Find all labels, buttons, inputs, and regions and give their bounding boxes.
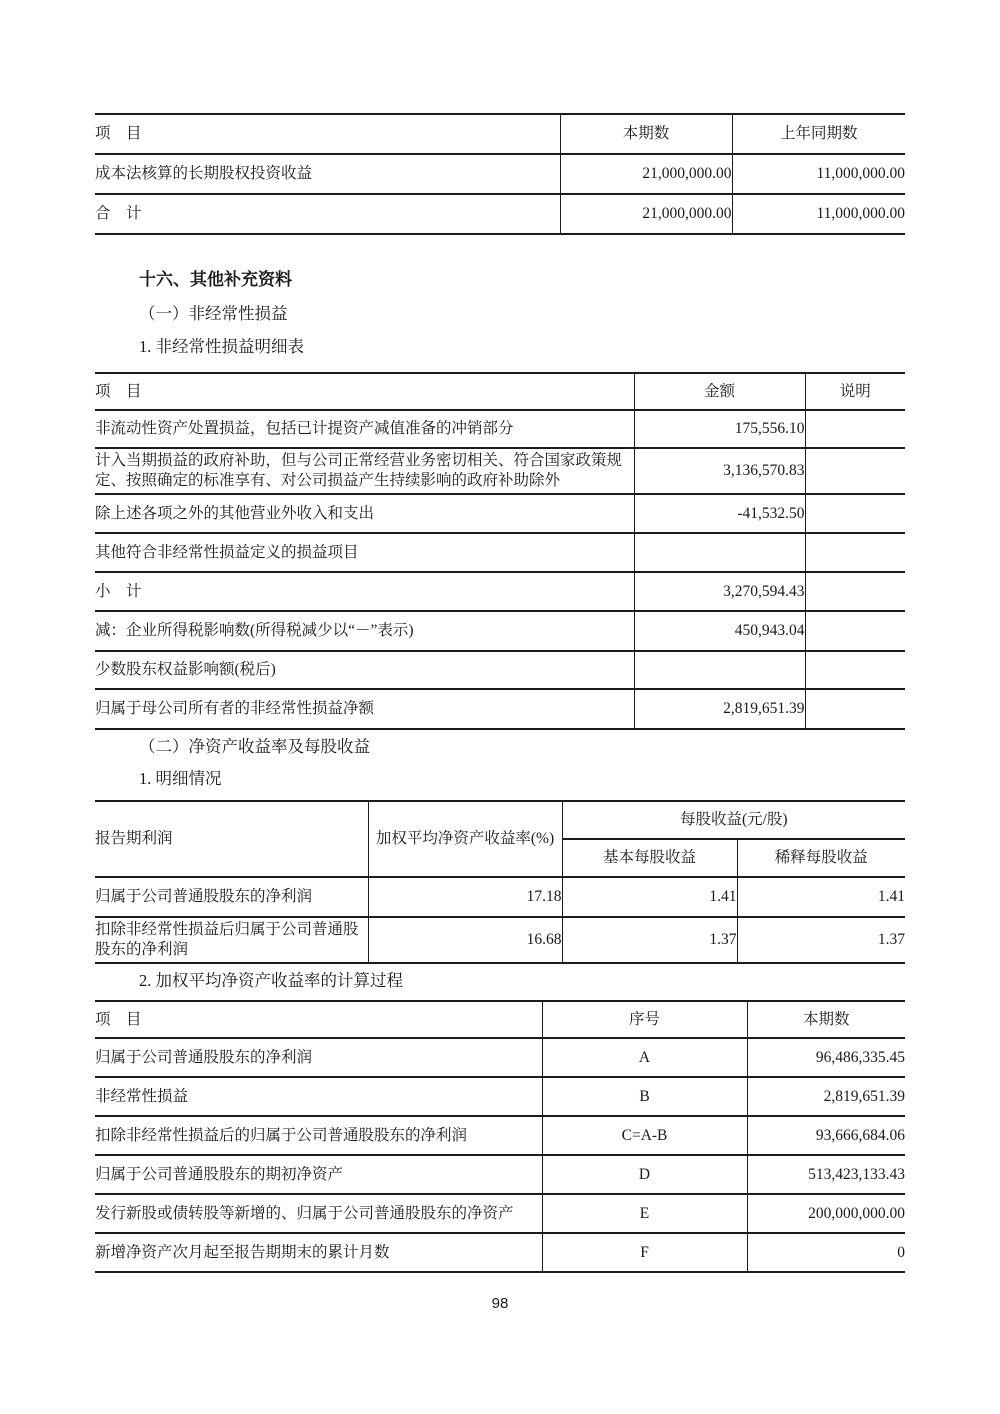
column-header-seq: 序号 <box>542 1001 747 1038</box>
item-cell: 除上述各项之外的其他营业外收入和支出 <box>95 494 634 533</box>
current-cell: 96,486,335.45 <box>747 1038 905 1077</box>
column-header-item: 项 目 <box>95 114 560 154</box>
column-header-prior: 上年同期数 <box>732 114 905 154</box>
table-header-row <box>95 801 905 839</box>
item-cell: 新增净资产次月起至报告期期末的累计月数 <box>95 1233 542 1272</box>
roe-cell: 17.18 <box>368 877 562 917</box>
table-row <box>95 689 905 729</box>
item-cell: 非流动性资产处置损益，包括已计提资产减值准备的冲销部分 <box>95 410 634 448</box>
item-cell: 计入当期损益的政府补助，但与公司正常经营业务密切相关、符合国家政策规定、按照确定的标准享有、对公司损益产生持续影响的政府补助除外 <box>95 448 634 494</box>
column-header-amount: 金额 <box>634 373 805 410</box>
prior-cell: 11,000,000.00 <box>732 194 905 234</box>
item-cell: 合 计 <box>95 194 560 234</box>
item-cell: 其他符合非经常性损益定义的损益项目 <box>95 533 634 572</box>
item-cell: 归属于公司普通股股东的期初净资产 <box>95 1155 542 1194</box>
nonrecurring-items-table <box>95 372 905 730</box>
seq-cell: F <box>542 1233 747 1272</box>
amount-cell: 450,943.04 <box>634 611 805 651</box>
investment-income-table <box>95 113 905 235</box>
roe-calculation-table <box>95 1000 905 1273</box>
current-cell: 200,000,000.00 <box>747 1194 905 1233</box>
table-row <box>95 1038 905 1077</box>
column-header-eps-group: 每股收益(元/股) <box>562 801 905 839</box>
table-row <box>95 410 905 448</box>
item-cell: 小 计 <box>95 572 634 611</box>
current-cell: 0 <box>747 1233 905 1272</box>
note-cell <box>805 494 905 533</box>
subsection-2-item-2-heading: 2. 加权平均净资产收益率的计算过程 <box>139 971 403 990</box>
note-cell <box>805 611 905 651</box>
table-row <box>95 154 905 194</box>
roe-eps-table <box>95 800 905 964</box>
section-heading-16: 十六、其他补充资料 <box>139 270 292 289</box>
amount-cell: -41,532.50 <box>634 494 805 533</box>
diluted-eps-cell: 1.37 <box>737 917 905 963</box>
note-cell <box>805 533 905 572</box>
item-cell: 减：企业所得税影响数(所得税减少以“－”表示) <box>95 611 634 651</box>
column-header-diluted-eps: 稀释每股收益 <box>737 839 905 877</box>
amount-cell <box>634 651 805 689</box>
item-cell: 归属于公司普通股股东的净利润 <box>95 877 368 917</box>
table-total-row <box>95 194 905 234</box>
column-header-current: 本期数 <box>747 1001 905 1038</box>
table-header-row <box>95 373 905 410</box>
basic-eps-cell: 1.37 <box>562 917 737 963</box>
column-header-item: 项 目 <box>95 1001 542 1038</box>
seq-cell: C=A-B <box>542 1116 747 1155</box>
column-header-roe: 加权平均净资产收益率(%) <box>368 801 562 877</box>
item-cell: 非经常性损益 <box>95 1077 542 1116</box>
seq-cell: A <box>542 1038 747 1077</box>
current-cell: 21,000,000.00 <box>560 194 732 234</box>
amount-cell: 175,556.10 <box>634 410 805 448</box>
item-cell: 扣除非经常性损益后的归属于公司普通股股东的净利润 <box>95 1116 542 1155</box>
seq-cell: B <box>542 1077 747 1116</box>
subsection-heading-1: （一）非经常性损益 <box>139 304 288 323</box>
table-row <box>95 1116 905 1155</box>
note-cell <box>805 448 905 494</box>
item-cell: 归属于公司普通股股东的净利润 <box>95 1038 542 1077</box>
note-cell <box>805 651 905 689</box>
table-row <box>95 651 905 689</box>
amount-cell: 3,270,594.43 <box>634 572 805 611</box>
subsection-2-item-1-heading: 1. 明细情况 <box>139 769 222 788</box>
item-cell: 发行新股或债转股等新增的、归属于公司普通股股东的净资产 <box>95 1194 542 1233</box>
roe-cell: 16.68 <box>368 917 562 963</box>
seq-cell: D <box>542 1155 747 1194</box>
note-cell <box>805 410 905 448</box>
item-cell: 成本法核算的长期股权投资收益 <box>95 154 560 194</box>
current-cell: 93,666,684.06 <box>747 1116 905 1155</box>
prior-cell: 11,000,000.00 <box>732 154 905 194</box>
table-row <box>95 877 905 917</box>
column-header-current: 本期数 <box>560 114 732 154</box>
table-row <box>95 533 905 572</box>
current-cell: 513,423,133.43 <box>747 1155 905 1194</box>
amount-cell: 2,819,651.39 <box>634 689 805 729</box>
note-cell <box>805 689 905 729</box>
table-header-row <box>95 114 905 154</box>
column-header-note: 说明 <box>805 373 905 410</box>
table-subtotal-row <box>95 572 905 611</box>
table-row <box>95 1194 905 1233</box>
note-cell <box>805 572 905 611</box>
page-number: 98 <box>491 1295 509 1312</box>
subsection-1-item-1-heading: 1. 非经常性损益明细表 <box>139 337 304 356</box>
amount-cell: 3,136,570.83 <box>634 448 805 494</box>
current-cell: 21,000,000.00 <box>560 154 732 194</box>
table-row <box>95 611 905 651</box>
item-cell: 扣除非经常性损益后归属于公司普通股股东的净利润 <box>95 917 368 963</box>
column-header-profit: 报告期利润 <box>95 801 368 877</box>
table-row <box>95 494 905 533</box>
diluted-eps-cell: 1.41 <box>737 877 905 917</box>
table-header-row <box>95 1001 905 1038</box>
item-cell: 归属于母公司所有者的非经常性损益净额 <box>95 689 634 729</box>
table-row <box>95 917 905 963</box>
item-cell: 少数股东权益影响额(税后) <box>95 651 634 689</box>
table-row <box>95 448 905 494</box>
subsection-heading-2: （二）净资产收益率及每股收益 <box>139 737 370 756</box>
seq-cell: E <box>542 1194 747 1233</box>
table-row <box>95 1155 905 1194</box>
column-header-basic-eps: 基本每股收益 <box>562 839 737 877</box>
amount-cell <box>634 533 805 572</box>
basic-eps-cell: 1.41 <box>562 877 737 917</box>
column-header-item: 项 目 <box>95 373 634 410</box>
current-cell: 2,819,651.39 <box>747 1077 905 1116</box>
table-row <box>95 1077 905 1116</box>
table-row <box>95 1233 905 1272</box>
